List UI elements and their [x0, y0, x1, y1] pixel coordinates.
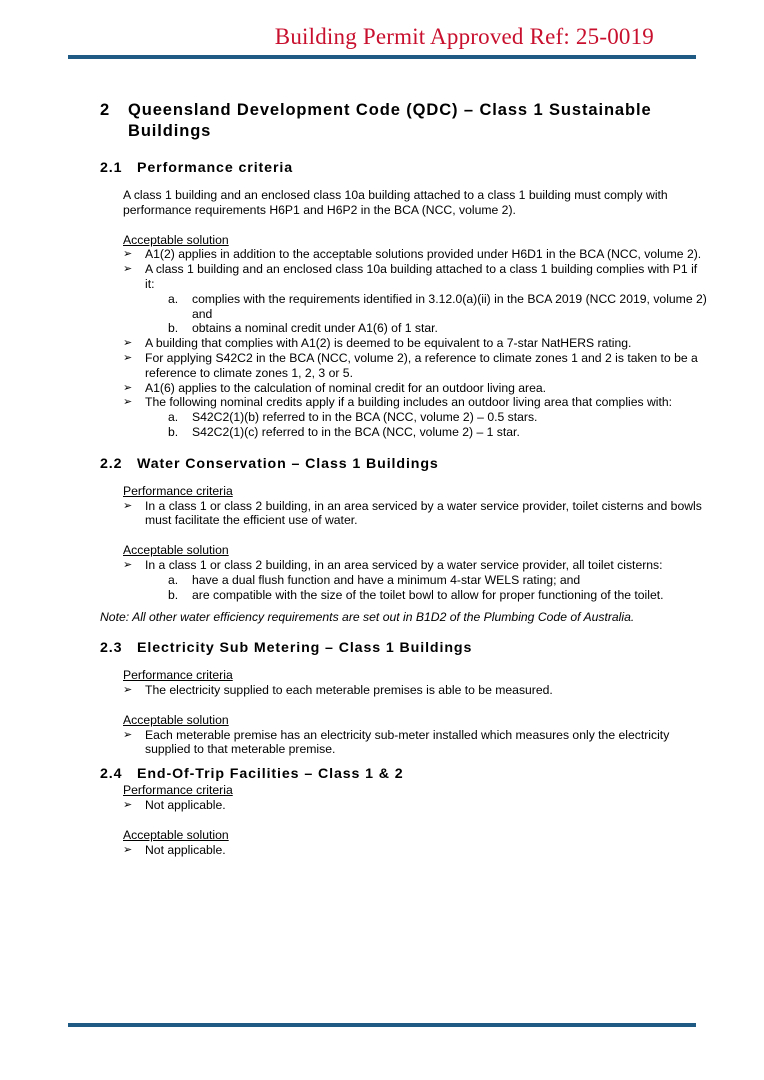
- list-item-text: In a class 1 or class 2 building, in an area serviced by a water service provider, all toilet cisterns:: [145, 557, 663, 572]
- section-number: 2: [100, 101, 111, 119]
- sub-list-text: obtains a nominal credit under A1(6) of 1 star.: [192, 321, 438, 336]
- arrow-bullet-icon: ➢: [123, 381, 133, 394]
- subsection-title: End-Of-Trip Facilities – Class 1 & 2: [137, 766, 404, 783]
- subsection-number: 2.1: [100, 160, 123, 176]
- list-item: [123, 381, 710, 396]
- section-heading: [100, 100, 710, 142]
- arrow-bullet-icon: ➢: [123, 843, 133, 856]
- list-item-text: A1(2) applies in addition to the acceptable solutions provided under H6D1 in the BCA (NCC, volume 2).: [145, 247, 702, 262]
- section-title: Queensland Development Code (QDC) – Class 1 Sustainable Buildings: [128, 101, 652, 140]
- subsection-number: 2.3: [100, 640, 123, 657]
- arrow-bullet-icon: ➢: [123, 558, 133, 571]
- sub-list-text: are compatible with the size of the toilet bowl to allow for proper functioning of the toilet.: [192, 587, 664, 602]
- paragraph: A class 1 building and an enclosed class 10a building attached to a class 1 building must comply with performance requirements H6P1 and H6P2 in the BCA (NCC, volume 2).: [123, 188, 668, 217]
- list-item: [123, 247, 710, 262]
- performance-criteria-label: Performance criteria: [123, 668, 233, 683]
- arrow-bullet-icon: ➢: [123, 337, 133, 350]
- sub-list-label: b.: [168, 321, 179, 336]
- sub-list-text: have a dual flush function and have a minimum 4-star WELS rating; and: [192, 572, 581, 587]
- sub-list-label: b.: [168, 587, 179, 602]
- sub-list-text: complies with the requirements identified in 3.12.0(a)(ii) in the BCA 2019 (NCC 2019, volume 2) and: [192, 291, 707, 321]
- sub-list-label: a.: [168, 410, 179, 425]
- list-item: [123, 262, 710, 292]
- sub-list-text: S42C2(1)(b) referred to in the BCA (NCC, volume 2) – 0.5 stars.: [192, 410, 538, 425]
- arrow-bullet-icon: ➢: [123, 728, 133, 741]
- list-item-text: A1(6) applies to the calculation of nominal credit for an outdoor living area.: [145, 380, 547, 395]
- list-item-text: Not applicable.: [145, 842, 226, 857]
- acceptable-solution-label: Acceptable solution: [123, 543, 229, 558]
- list-item-text: For applying S42C2 in the BCA (NCC, volume 2), a reference to climate zones 1 and 2 is taken to be a reference to climate zones 1, 2, 3 or 5.: [145, 350, 698, 380]
- sub-list-label: a.: [168, 291, 179, 306]
- subsection-title: Performance criteria: [137, 160, 294, 176]
- sub-list-item: [168, 321, 710, 336]
- sub-list-item: [168, 425, 710, 440]
- subsection-heading-2-2: [100, 455, 710, 473]
- list-item-text: Each meterable premise has an electricity sub-meter installed which measures only the electricity supplied to that meterable premise.: [145, 727, 670, 757]
- arrow-bullet-icon: ➢: [123, 396, 133, 409]
- subsection-heading-2-4: [100, 765, 710, 783]
- acceptable-solution-label: Acceptable solution: [123, 827, 229, 842]
- approval-stamp: Building Permit Approved Ref: 25-0019: [274, 24, 654, 49]
- list-item: [123, 499, 710, 529]
- subsection-heading-2-3: [100, 639, 710, 657]
- sub-list-label: b.: [168, 424, 179, 439]
- list-item-text: Not applicable.: [145, 797, 226, 812]
- footer-rule: [68, 1023, 696, 1027]
- arrow-bullet-icon: ➢: [123, 263, 133, 276]
- subsection-number: 2.4: [100, 766, 123, 783]
- list-item-text: A class 1 building and an enclosed class 10a building attached to a class 1 building complies with P1 if it:: [145, 262, 698, 291]
- list-item: [123, 843, 710, 858]
- arrow-bullet-icon: ➢: [123, 248, 133, 261]
- list-item: [123, 336, 710, 351]
- sub-list-item: [168, 410, 710, 425]
- sub-list-item: [168, 292, 710, 322]
- performance-criteria-label: Performance criteria: [123, 783, 233, 798]
- list-item-text: In a class 1 or class 2 building, in an area serviced by a water service provider, toilet cisterns and bowls must facilitate the efficient use of water.: [145, 498, 702, 528]
- sub-list-text: S42C2(1)(c) referred to in the BCA (NCC, volume 2) – 1 star.: [192, 424, 520, 439]
- subsection-number: 2.2: [100, 455, 123, 472]
- document-body: [100, 100, 710, 857]
- list-item: [123, 395, 710, 410]
- list-item: [123, 351, 710, 381]
- list-item: [123, 558, 710, 573]
- arrow-bullet-icon: ➢: [123, 683, 133, 696]
- sub-list-item: [168, 588, 710, 603]
- arrow-bullet-icon: ➢: [123, 499, 133, 512]
- header-rule: [68, 55, 696, 59]
- acceptable-solution-label: Acceptable solution: [123, 712, 229, 727]
- list-item: [123, 728, 710, 758]
- note: Note: All other water efficiency requirements are set out in B1D2 of the Plumbing Code of Australia.: [100, 610, 635, 625]
- list-item-text: A building that complies with A1(2) is deemed to be equivalent to a 7-star NatHERS rating.: [145, 336, 632, 351]
- performance-criteria-label: Performance criteria: [123, 483, 233, 498]
- sub-list-item: [168, 573, 710, 588]
- sub-list-label: a.: [168, 572, 179, 587]
- arrow-bullet-icon: ➢: [123, 798, 133, 811]
- subsection-heading-2-1: [100, 159, 710, 177]
- list-item: [123, 683, 710, 698]
- list-item: [123, 798, 710, 813]
- acceptable-solution-label: Acceptable solution: [123, 232, 229, 247]
- list-item-text: The electricity supplied to each meterable premises is able to be measured.: [145, 682, 553, 697]
- subsection-title: Water Conservation – Class 1 Buildings: [137, 455, 439, 472]
- subsection-title: Electricity Sub Metering – Class 1 Buildings: [137, 640, 473, 657]
- arrow-bullet-icon: ➢: [123, 351, 133, 364]
- list-item-text: The following nominal credits apply if a building includes an outdoor living area that complies with:: [145, 395, 673, 410]
